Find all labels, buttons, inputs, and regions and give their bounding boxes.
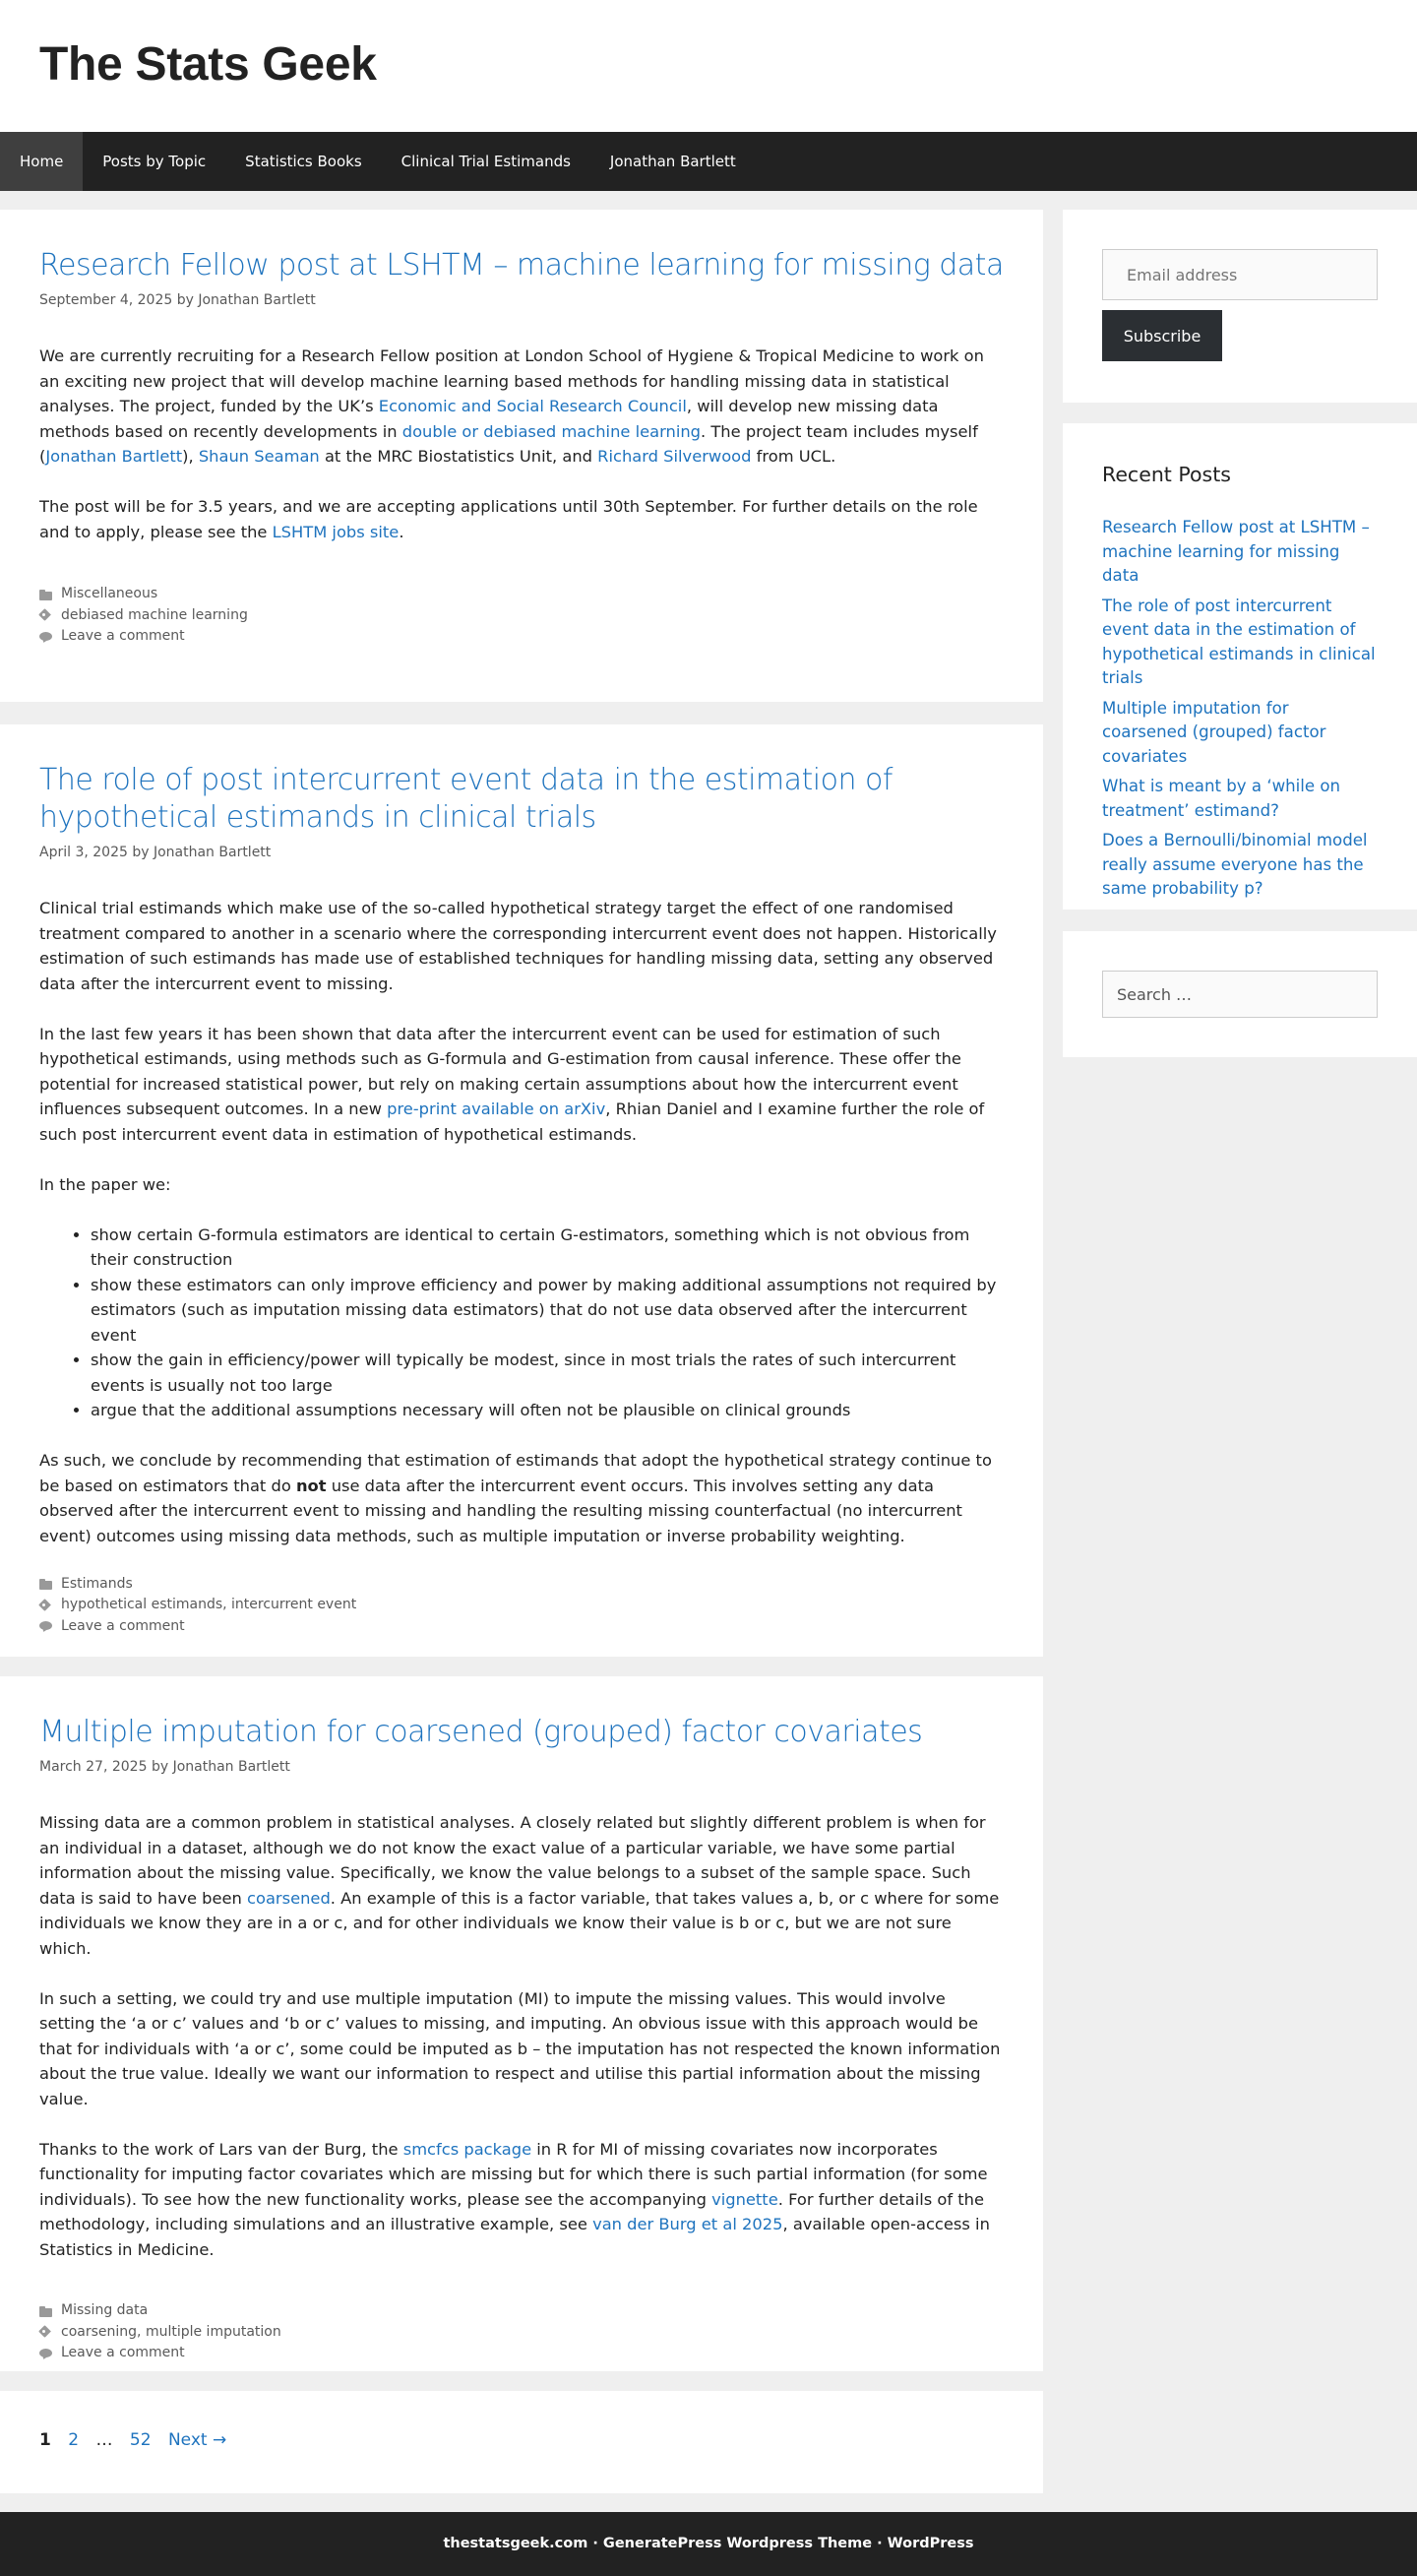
link-shaun-seaman[interactable]: Shaun Seaman bbox=[198, 447, 320, 467]
comment-icon bbox=[39, 2348, 53, 2359]
recent-post-link[interactable]: Multiple imputation for coarsened (grouped) factor covariates bbox=[1102, 698, 1326, 766]
nav-item-jonathan-bartlett[interactable]: Jonathan Bartlett bbox=[609, 153, 736, 170]
link-richard-silverwood[interactable]: Richard Silverwood bbox=[597, 447, 752, 467]
post-by: by bbox=[176, 292, 194, 309]
paragraph bbox=[39, 1448, 1004, 1548]
text: As such, we conclude by recommending that estimation of estimands that adopt the hypothetical strategy continue to be based on estimators that do bbox=[39, 1451, 992, 1495]
category-link[interactable]: Missing data bbox=[61, 2302, 149, 2319]
subscribe-button[interactable]: Subscribe bbox=[1102, 310, 1222, 361]
list-item bbox=[1102, 516, 1378, 589]
main-navigation bbox=[0, 132, 1417, 191]
paragraph: Clinical trial estimands which make use of the so-called hypothetical strategy target the effect of one randomised treatment compared to another in a scenario where the corresponding intercurrent event does not happen. Historically estimation of such estimands has made use of established techniques for handling missing data, setting any observed data after the intercurrent event to missing. bbox=[39, 899, 997, 993]
folder-icon bbox=[39, 589, 53, 600]
next-page-link[interactable]: Next → bbox=[167, 2430, 227, 2450]
category-link[interactable]: Estimands bbox=[61, 1575, 133, 1592]
category-line bbox=[39, 584, 1004, 605]
widget-title: Recent Posts bbox=[1102, 463, 1231, 486]
text: The post will be for 3.5 years, and we are accepting applications until 30th September. For further details on the role and to apply, please see the bbox=[39, 497, 978, 541]
post-footer bbox=[39, 1574, 1004, 1638]
post-meta bbox=[39, 845, 1004, 860]
link-lshtm-jobs[interactable]: LSHTM jobs site bbox=[272, 522, 400, 541]
pagination bbox=[0, 2391, 1043, 2493]
text: We are currently recruiting for a Research Fellow position at London School of Hygiene & Tropical Medicine to work on an exciting new project that will develop machine learning based methods for handling missing data in statistical analyses. The project, funded by the UK’s bbox=[39, 346, 984, 416]
folder-icon bbox=[39, 2305, 53, 2317]
tag-link[interactable]: multiple imputation bbox=[145, 2323, 281, 2340]
folder-icon bbox=[39, 1578, 53, 1590]
tag-link[interactable]: hypothetical estimands bbox=[61, 1597, 223, 1613]
link-jonathan-bartlett[interactable]: Jonathan Bartlett bbox=[45, 447, 183, 467]
bullet-list bbox=[91, 1223, 1004, 1423]
comment-line bbox=[39, 2343, 1004, 2364]
link-smcfcs-package[interactable]: smcfcs package bbox=[402, 2139, 532, 2159]
paragraph bbox=[39, 1810, 1004, 1961]
site-footer bbox=[0, 2512, 1417, 2576]
site-header bbox=[0, 0, 1417, 132]
post-content bbox=[39, 1810, 1004, 2262]
list-item: • show certain G-formula estimators are identical to certain G-estimators, something which is not obvious from their construction bbox=[91, 1223, 1004, 1273]
nav-item-clinical-trial-estimands[interactable]: Clinical Trial Estimands bbox=[400, 153, 571, 170]
tag-link[interactable]: coarsening bbox=[61, 2323, 138, 2340]
page-dots: … bbox=[95, 2430, 113, 2450]
text: , available open-access in Statistics in Medicine. bbox=[39, 2215, 990, 2259]
text: use data after the intercurrent event occurs. This involves setting any data observed after the intercurrent event to missing and handling the resulting missing counterfactual (no intercurrent event) outcomes using missing data methods, such as multiple imputation or inverse probability weighting. bbox=[39, 1476, 962, 1545]
nav-item-statistics-books[interactable]: Statistics Books bbox=[245, 153, 362, 170]
comment-line bbox=[39, 626, 1004, 648]
list-item: • show the gain in efficiency/power will typically be modest, since in most trials the rates of such intercurrent events is usually not too large bbox=[91, 1348, 1004, 1398]
list-item bbox=[1102, 595, 1378, 691]
category-line bbox=[39, 2300, 1004, 2322]
text: , Rhian Daniel and I examine further the role of such post intercurrent event data in estimation of hypothetical estimands. bbox=[39, 1100, 985, 1144]
post-author[interactable]: Jonathan Bartlett bbox=[198, 292, 316, 309]
list-item: • show these estimators can only improve efficiency and power by making additional assumptions not required by estimators (such as imputation missing data estimators) that do not use data observed after the intercurrent event bbox=[91, 1273, 1004, 1349]
text: . For further details of the methodology, including simulations and an illustrative example, see bbox=[39, 2189, 985, 2234]
nav-item-posts-by-topic[interactable]: Posts by Topic bbox=[102, 153, 207, 170]
recent-post-link[interactable]: Research Fellow post at LSHTM – machine learning for missing data bbox=[1102, 518, 1370, 585]
subscribe-widget bbox=[1063, 210, 1417, 403]
text: . An example of this is a factor variable, that takes values a, b, or c where for some individuals we know they are in a or c, and for other individuals we know their value is b or c, but we are not sure which. bbox=[39, 1888, 1000, 1958]
recent-post-link[interactable]: What is meant by a ‘while on treatment’ estimand? bbox=[1102, 777, 1341, 820]
post-content bbox=[39, 344, 1004, 544]
link-van-der-burg-2025[interactable]: van der Burg et al 2025 bbox=[592, 2215, 783, 2234]
post-footer bbox=[39, 584, 1004, 648]
post-by: by bbox=[151, 1759, 169, 1776]
text: In the last few years it has been shown that data after the intercurrent event can be used for estimation of such hypothetical estimands, using methods such as G-formula and G-estimation from causal inference. These offer the potential for increased statistical power, but rely on making certain assumptions about how the intercurrent event influences subsequent outcomes. In a new bbox=[39, 1024, 961, 1119]
text: from UCL. bbox=[751, 447, 836, 467]
recent-post-link[interactable]: Does a Bernoulli/binomial model really assume everyone has the same probability p? bbox=[1102, 831, 1368, 898]
email-input[interactable] bbox=[1102, 249, 1378, 300]
bold-text: not bbox=[295, 1476, 327, 1495]
category-line bbox=[39, 1574, 1004, 1596]
paragraph bbox=[39, 1022, 1004, 1148]
post-title[interactable]: The role of post intercurrent event data in the estimation of hypothetical estimands in clinical trials bbox=[39, 763, 893, 836]
page-link-last[interactable]: 52 bbox=[129, 2430, 152, 2450]
text: Missing data are a common problem in statistical analyses. A closely related but slightly different problem is when for an individual in a dataset, although we do not know the exact value of a particular variable, we have some partial information about the missing value. Specifically, we know the value belongs to a subset of the sample space. Such data is said to have been bbox=[39, 1813, 986, 1908]
search-input[interactable] bbox=[1102, 971, 1378, 1018]
post-meta bbox=[39, 1759, 1004, 1775]
recent-posts-list bbox=[1102, 516, 1378, 902]
post-intercurrent-event bbox=[0, 724, 1043, 1657]
post-author[interactable]: Jonathan Bartlett bbox=[172, 1759, 290, 1776]
list-item bbox=[1102, 775, 1378, 823]
category-link[interactable]: Miscellaneous bbox=[61, 586, 158, 602]
text: , will develop new missing data methods based on recently developments in bbox=[39, 397, 939, 441]
text: ), bbox=[182, 447, 199, 467]
post-date[interactable]: September 4, 2025 bbox=[39, 292, 173, 309]
post-content bbox=[39, 896, 1004, 1548]
paragraph: In the paper we: bbox=[39, 1174, 171, 1194]
footer-text: thestatsgeek.com · GeneratePress Wordpress Theme · WordPress bbox=[443, 2536, 974, 2551]
post-date[interactable]: March 27, 2025 bbox=[39, 1759, 148, 1776]
link-esrc[interactable]: Economic and Social Research Council bbox=[378, 397, 687, 416]
comment-icon bbox=[39, 631, 53, 643]
link-arxiv-preprint[interactable]: pre-print available on arXiv bbox=[387, 1100, 606, 1119]
page-link-2[interactable]: 2 bbox=[68, 2430, 80, 2450]
post-footer bbox=[39, 2300, 1004, 2364]
text: Thanks to the work of Lars van der Burg, the bbox=[39, 2139, 403, 2159]
tag-icon bbox=[39, 609, 53, 621]
paragraph bbox=[39, 494, 1004, 544]
tag-icon bbox=[39, 2326, 53, 2338]
comment-line bbox=[39, 1616, 1004, 1638]
separator: , bbox=[222, 1597, 232, 1613]
tag-link[interactable]: debiased machine learning bbox=[61, 606, 248, 623]
link-vignette[interactable]: vignette bbox=[711, 2189, 778, 2209]
separator: , bbox=[137, 2323, 146, 2340]
recent-post-link[interactable]: The role of post intercurrent event data in the estimation of hypothetical estimands in clinical trials bbox=[1102, 596, 1376, 687]
paragraph bbox=[39, 344, 1004, 470]
tag-icon bbox=[39, 1600, 53, 1611]
list-item bbox=[1102, 829, 1378, 902]
leave-comment-link[interactable]: Leave a comment bbox=[61, 1617, 185, 1634]
search-widget bbox=[1063, 931, 1417, 1057]
tags-line bbox=[39, 1595, 1004, 1616]
post-meta bbox=[39, 292, 1004, 308]
text: in R for MI of missing covariates now incorporates functionality for imputing factor covariates which are missing but for which there is such partial information (for some individuals). To see how the new functionality works, please see the accompanying bbox=[39, 2139, 988, 2209]
nav-item-home[interactable]: Home bbox=[0, 132, 83, 191]
text: . The project team includes myself ( bbox=[39, 421, 978, 467]
text: . bbox=[399, 522, 404, 541]
tag-link[interactable]: intercurrent event bbox=[231, 1597, 357, 1613]
post-date[interactable]: April 3, 2025 bbox=[39, 845, 128, 861]
leave-comment-link[interactable]: Leave a comment bbox=[61, 628, 185, 645]
link-coarsened[interactable]: coarsened bbox=[247, 1888, 331, 1908]
post-research-fellow bbox=[0, 210, 1043, 702]
recent-posts-widget bbox=[1063, 423, 1417, 910]
link-dml[interactable]: double or debiased machine learning bbox=[401, 421, 702, 441]
list-item bbox=[1102, 697, 1378, 770]
post-by: by bbox=[132, 845, 150, 861]
leave-comment-link[interactable]: Leave a comment bbox=[61, 2345, 185, 2361]
post-title[interactable]: Research Fellow post at LSHTM – machine learning for missing data bbox=[39, 248, 1004, 283]
comment-icon bbox=[39, 1620, 53, 1632]
paragraph bbox=[39, 2137, 1004, 2263]
list-item: • argue that the additional assumptions necessary will often not be plausible on clinical grounds bbox=[91, 1398, 1004, 1423]
post-author[interactable]: Jonathan Bartlett bbox=[153, 845, 272, 861]
post-title[interactable]: Multiple imputation for coarsened (grouped) factor covariates bbox=[39, 1715, 923, 1749]
site-title[interactable]: The Stats Geek bbox=[39, 38, 377, 91]
tags-line bbox=[39, 2322, 1004, 2344]
text: at the MRC Biostatistics Unit, and bbox=[319, 447, 598, 467]
paragraph: In such a setting, we could try and use multiple imputation (MI) to impute the missing values. This would involve setting the ‘a or c’ values and ‘b or c’ values to missing, and imputing. An obvious issue with this approach would be that for individuals with ‘a or c’, some could be imputed as b – the imputation has not respected the known information about the true value. Ideally we want our information to respect and utilise this partial information about the missing value. bbox=[39, 1988, 1001, 2108]
tags-line bbox=[39, 605, 1004, 627]
page-current: 1 bbox=[39, 2430, 51, 2450]
post-coarsened-covariates bbox=[0, 1676, 1043, 2371]
